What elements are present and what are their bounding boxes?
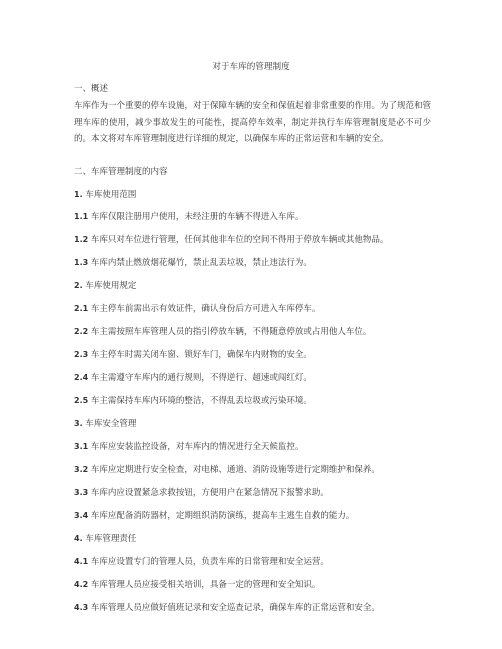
item-number: 3.2: [74, 465, 89, 474]
section-title: 车库使用规定: [85, 281, 137, 291]
list-item: [74, 326, 434, 338]
list-item: [74, 349, 434, 361]
item-number: 2.2: [74, 327, 89, 336]
section-heading: [74, 280, 434, 292]
list-item: [74, 372, 434, 384]
section-title: 车库管理责任: [85, 534, 137, 544]
section-title: 车库使用范围: [85, 190, 137, 200]
document-title: 对于车库的管理制度: [212, 62, 290, 72]
item-text: 车库只对车位进行管理，任何其他非车位的空间不得用于停放车辆或其他物品。: [90, 235, 389, 245]
list-item: [74, 464, 434, 476]
item-text: 车库管理人员应接受相关培训，具备一定的管理和安全知识。: [90, 580, 321, 590]
item-text: 车主停车前需出示有效证件，确认身份后方可进入车库停车。: [90, 304, 321, 314]
item-text: 车主需保持车库内环境的整洁，不得乱丢垃圾或污染环境。: [90, 396, 312, 406]
section-heading: [74, 533, 434, 545]
item-text: 车库应配备消防器材，定期组织消防演练，提高车主逃生自救的能力。: [90, 511, 355, 521]
section-heading: [74, 189, 434, 201]
item-number: 4.3: [74, 603, 89, 612]
item-number: 1.3: [74, 258, 89, 267]
list-item: [74, 510, 434, 522]
item-number: 3.3: [74, 488, 89, 497]
item-text: 车库仅限注册用户使用，未经注册的车辆不得进入车库。: [90, 212, 304, 222]
list-item: [74, 602, 434, 614]
content-heading: 二、车库管理制度的内容: [74, 167, 168, 177]
list-item: [74, 441, 434, 453]
list-item: [74, 303, 434, 315]
item-number: 4.2: [74, 580, 89, 589]
list-item: [74, 579, 434, 591]
item-number: 3.1: [74, 442, 89, 451]
item-number: 3.4: [74, 511, 89, 520]
section-title: 车库安全管理: [85, 419, 137, 429]
section-number: 2.: [74, 281, 83, 290]
item-text: 车库内应设置紧急求救按钮，方便用户在紧急情况下报警求助。: [90, 488, 329, 498]
item-number: 2.1: [74, 304, 89, 313]
list-item: [74, 395, 434, 407]
list-item: [74, 487, 434, 499]
list-item: [74, 211, 434, 223]
item-text: 车库应定期进行安全检查，对电梯、通道、消防设施等进行定期维护和保养。: [90, 465, 380, 475]
list-item: [74, 257, 434, 269]
item-number: 4.1: [74, 557, 89, 566]
item-text: 车主需遵守车库内的通行规则，不得逆行、超速或闯红灯。: [90, 373, 312, 383]
overview-heading: 一、概述: [74, 84, 109, 94]
item-text: 车主需按照车库管理人员的指引停放车辆，不得随意停放或占用他人车位。: [90, 327, 372, 337]
item-text: 车库管理人员应做好值班记录和安全巡查记录，确保车库的正常运营和安全。: [90, 603, 380, 613]
item-text: 车库应设置专门的管理人员，负责车库的日常管理和安全运营。: [90, 557, 329, 567]
section-number: 1.: [74, 190, 83, 199]
overview-paragraph: 车库作为一个重要的停车设施，对于保障车辆的安全和保值起着非常重要的作用。为了规范和管理车库的使用，减少事故发生的可能性，提高停车效率，制定并执行车库管理制度是必不可少的。本文将对车库管理制度进行详细的规定，以确保车库的正常运营和车辆的安全。: [74, 101, 432, 144]
section-heading: [74, 418, 434, 430]
item-number: 1.1: [74, 212, 89, 221]
list-item: [74, 556, 434, 568]
item-number: 2.4: [74, 373, 89, 382]
section-number: 4.: [74, 534, 83, 543]
section-number: 3.: [74, 419, 83, 428]
item-number: 2.3: [74, 350, 89, 359]
item-text: 车主停车时需关闭车窗、锁好车门，确保车内财物的安全。: [90, 350, 312, 360]
list-item: [74, 234, 434, 246]
item-text: 车库内禁止燃放烟花爆竹，禁止乱丢垃圾，禁止违法行为。: [90, 258, 312, 268]
item-number: 2.5: [74, 396, 89, 405]
item-text: 车库应安装监控设备，对车库内的情况进行全天候监控。: [90, 442, 304, 452]
item-number: 1.2: [74, 235, 89, 244]
